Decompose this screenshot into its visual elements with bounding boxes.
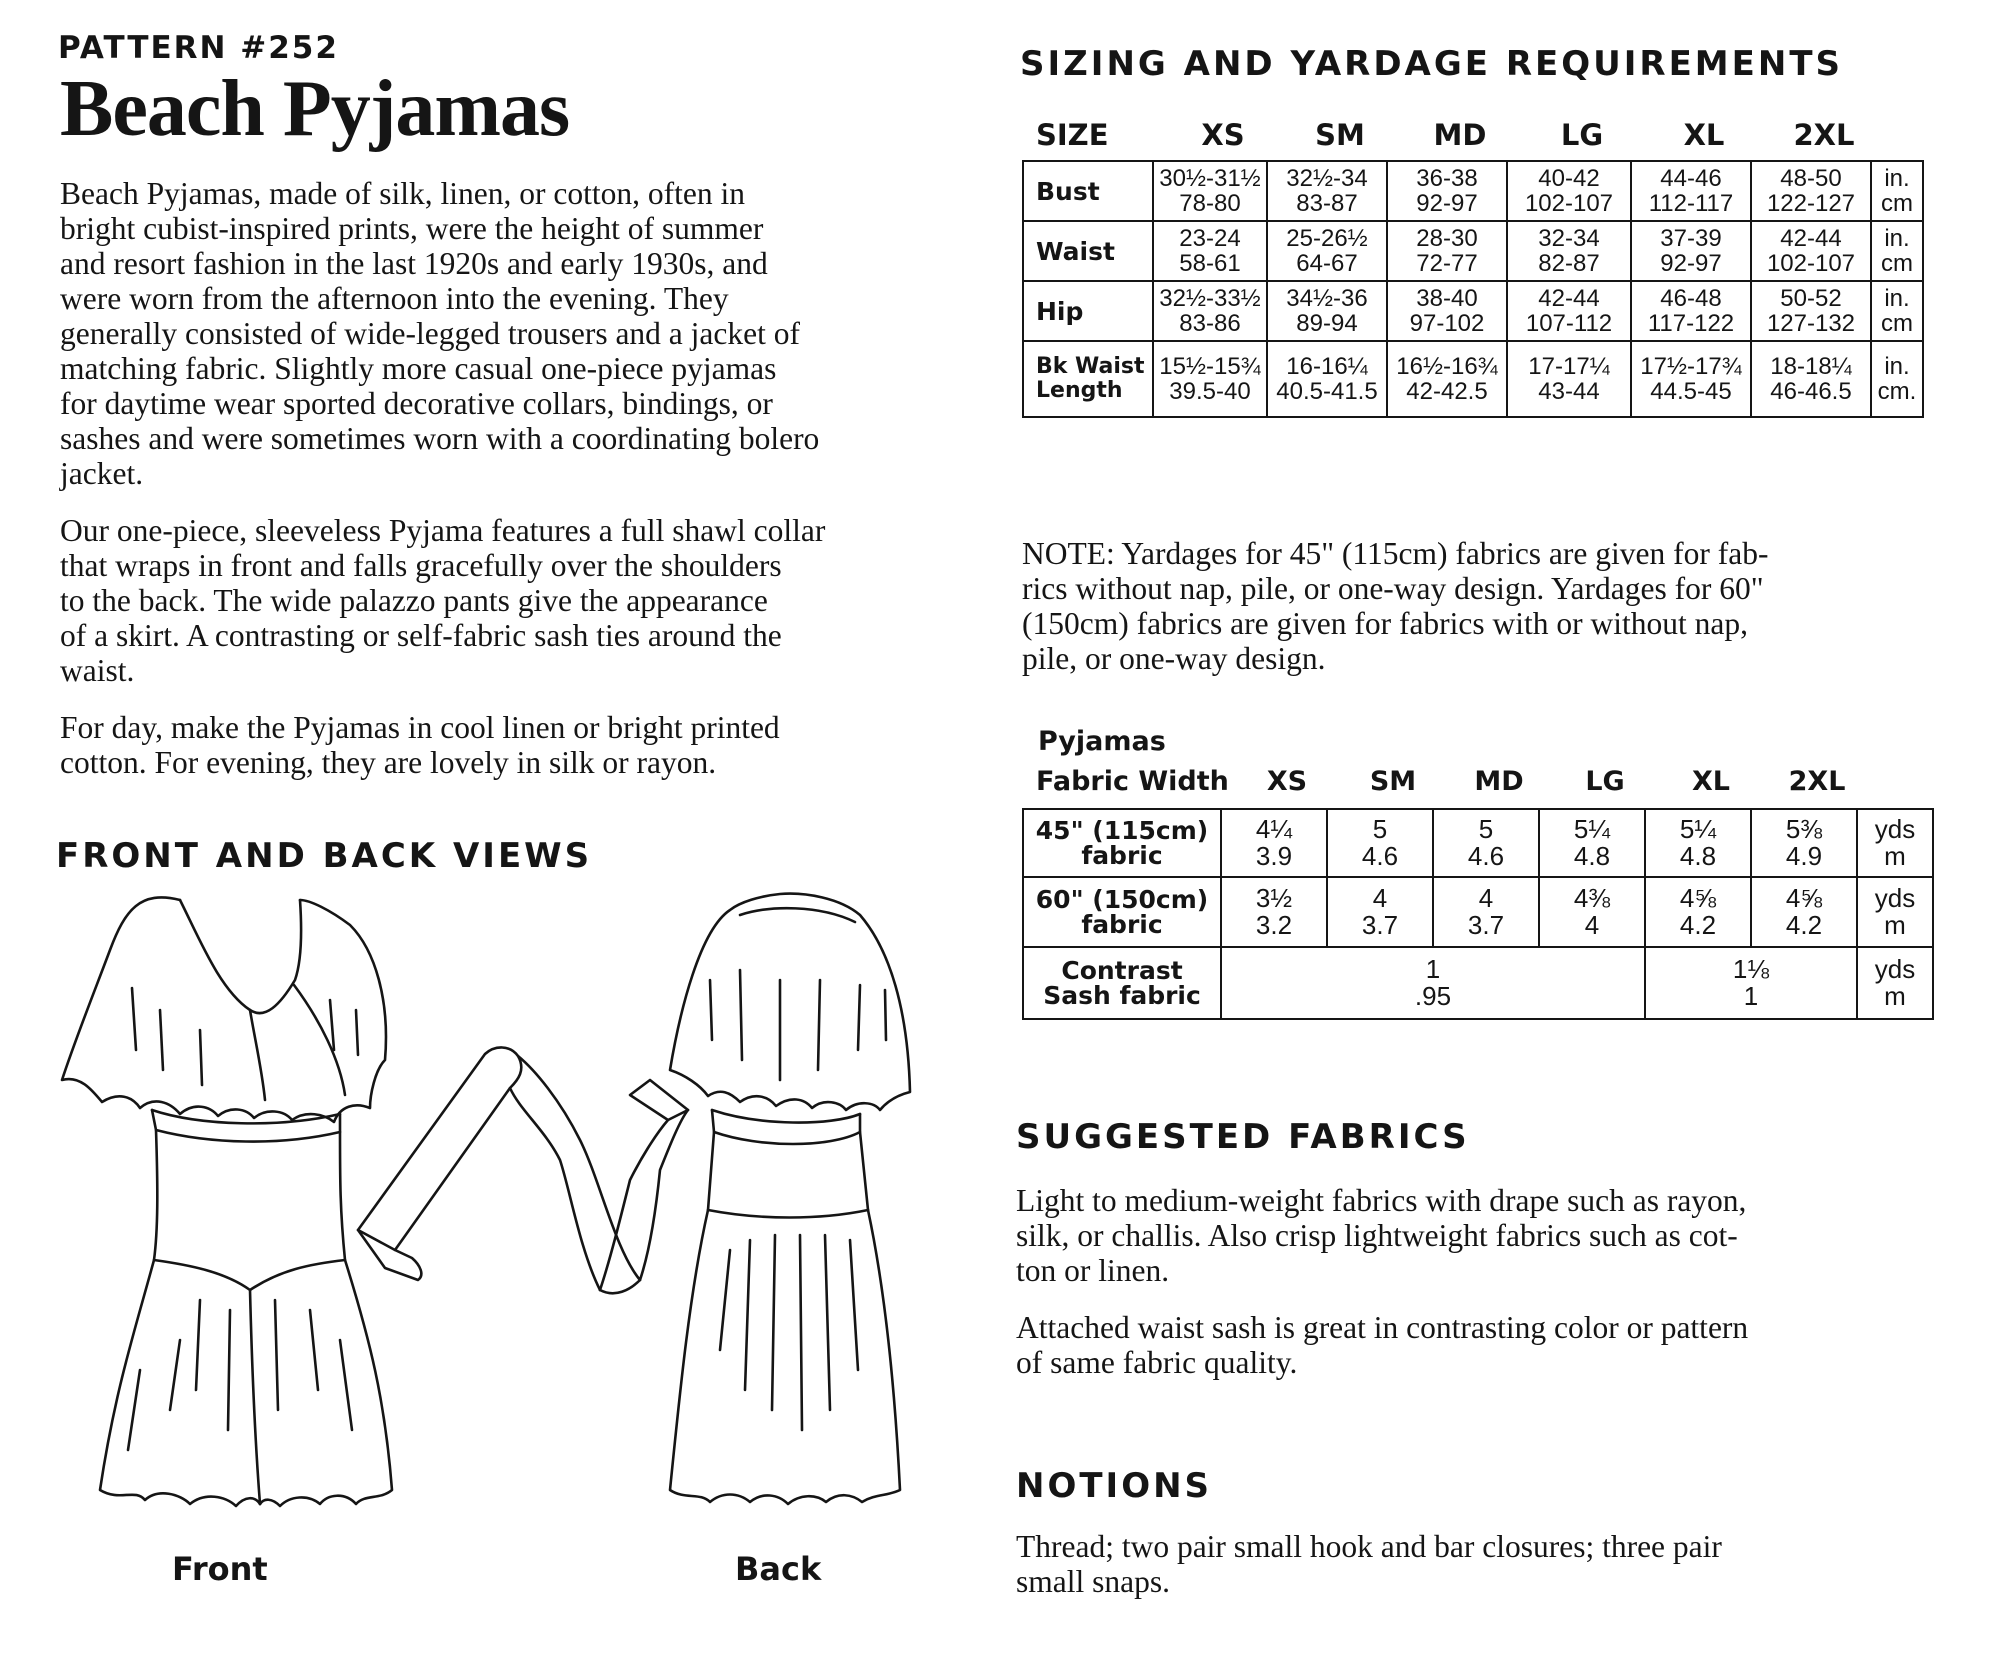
table-row bbox=[1023, 877, 1933, 947]
yardage-section-label: Pyjamas bbox=[1038, 726, 1166, 757]
table-cell: 5 4.6 bbox=[1327, 809, 1433, 877]
table-cell: 5¼ 4.8 bbox=[1645, 809, 1751, 877]
table-cell: 18-18¼ 46-46.5 bbox=[1751, 341, 1871, 417]
row-label: Bust bbox=[1023, 161, 1153, 221]
size-header-xs: XS bbox=[1201, 118, 1245, 152]
yardage-header-lg: LG bbox=[1585, 766, 1625, 797]
table-cell: 46-48 117-122 bbox=[1631, 281, 1751, 341]
fabrics-text bbox=[1016, 1183, 1936, 1402]
yardage-header-xl: XL bbox=[1691, 766, 1731, 797]
fabrics-paragraph-2: Attached waist sash is great in contrasting color or pattern of same fabric quality. bbox=[1016, 1310, 1749, 1380]
row-label: 60" (150cm) fabric bbox=[1023, 877, 1221, 947]
yardage-header-2xl: 2XL bbox=[1788, 766, 1846, 797]
table-cell: 16-16¼ 40.5-41.5 bbox=[1267, 341, 1387, 417]
unit-cell: in. cm bbox=[1871, 281, 1923, 341]
fabrics-paragraph-1: Light to medium-weight fabrics with drape such as rayon, silk, or challis. Also crisp lightweight fabrics such as cot- ton or linen. bbox=[1016, 1183, 1747, 1288]
unit-cell: yds m bbox=[1857, 809, 1933, 877]
table-cell: 3½ 3.2 bbox=[1221, 877, 1327, 947]
size-header-md: MD bbox=[1433, 118, 1487, 152]
yardage-column-headers bbox=[1022, 766, 1870, 797]
table-row bbox=[1023, 809, 1933, 877]
table-cell: 4⅝ 4.2 bbox=[1751, 877, 1857, 947]
yardage-header-sm: SM bbox=[1369, 766, 1417, 797]
unit-cell: yds m bbox=[1857, 877, 1933, 947]
yardage-header-md: MD bbox=[1474, 766, 1524, 797]
size-column-headers bbox=[1022, 118, 1884, 152]
table-cell: 32½-33½ 83-86 bbox=[1153, 281, 1267, 341]
front-view-figure bbox=[62, 897, 392, 1506]
table-cell: 28-30 72-77 bbox=[1387, 221, 1507, 281]
row-label: 45" (115cm) fabric bbox=[1023, 809, 1221, 877]
table-cell: 1 .95 bbox=[1221, 947, 1645, 1019]
page-title: Beach Pyjamas bbox=[60, 65, 570, 153]
table-cell: 4 3.7 bbox=[1433, 877, 1539, 947]
yardage-header-label: Fabric Width bbox=[1036, 766, 1229, 797]
table-cell: 4⅝ 4.2 bbox=[1645, 877, 1751, 947]
row-label: Hip bbox=[1023, 281, 1153, 341]
yardage-table bbox=[1022, 808, 1934, 1020]
table-cell: 23-24 58-61 bbox=[1153, 221, 1267, 281]
views-heading: FRONT AND BACK VIEWS bbox=[56, 836, 593, 876]
table-cell: 32-34 82-87 bbox=[1507, 221, 1631, 281]
pattern-number: PATTERN #252 bbox=[58, 30, 339, 66]
intro-paragraph-3: For day, make the Pyjamas in cool linen or bright printed cotton. For evening, they are lovely in silk or rayon. bbox=[60, 710, 780, 780]
table-row bbox=[1023, 947, 1933, 1019]
table-cell: 44-46 112-117 bbox=[1631, 161, 1751, 221]
table-cell: 38-40 97-102 bbox=[1387, 281, 1507, 341]
table-cell: 34½-36 89-94 bbox=[1267, 281, 1387, 341]
table-row bbox=[1023, 341, 1923, 417]
row-label: Waist bbox=[1023, 221, 1153, 281]
notions-heading: NOTIONS bbox=[1016, 1466, 1213, 1506]
table-cell: 5⅜ 4.9 bbox=[1751, 809, 1857, 877]
table-cell: 42-44 107-112 bbox=[1507, 281, 1631, 341]
size-header-label: SIZE bbox=[1036, 118, 1109, 152]
unit-cell: in. cm bbox=[1871, 221, 1923, 281]
table-row bbox=[1023, 221, 1923, 281]
table-cell: 4¼ 3.9 bbox=[1221, 809, 1327, 877]
unit-cell: in. cm. bbox=[1871, 341, 1923, 417]
table-cell: 5¼ 4.8 bbox=[1539, 809, 1645, 877]
sash-figure bbox=[358, 1047, 688, 1293]
back-caption: Back bbox=[735, 1550, 822, 1588]
garment-illustration bbox=[40, 870, 920, 1550]
table-cell: 40-42 102-107 bbox=[1507, 161, 1631, 221]
size-header-sm: SM bbox=[1315, 118, 1365, 152]
sizing-heading: SIZING AND YARDAGE REQUIREMENTS bbox=[1020, 44, 1844, 84]
yardage-note: NOTE: Yardages for 45" (115cm) fabrics are given for fab- rics without nap, pile, or one-way design. Yardages for 60" (150cm) fabrics are given for fabrics with or without nap, pile, or one-way design. bbox=[1022, 536, 1769, 676]
size-header-xl: XL bbox=[1683, 118, 1725, 152]
unit-cell: in. cm bbox=[1871, 161, 1923, 221]
yardage-header-xs: XS bbox=[1266, 766, 1308, 797]
table-row bbox=[1023, 161, 1923, 221]
table-cell: 42-44 102-107 bbox=[1751, 221, 1871, 281]
table-cell: 36-38 92-97 bbox=[1387, 161, 1507, 221]
table-cell: 48-50 122-127 bbox=[1751, 161, 1871, 221]
intro-text bbox=[60, 176, 960, 802]
table-cell: 16½-16¾ 42-42.5 bbox=[1387, 341, 1507, 417]
notions-text: Thread; two pair small hook and bar closures; three pair small snaps. bbox=[1016, 1529, 1722, 1599]
table-cell: 32½-34 83-87 bbox=[1267, 161, 1387, 221]
table-cell: 4⅜ 4 bbox=[1539, 877, 1645, 947]
row-label: Bk Waist Length bbox=[1023, 341, 1153, 417]
table-cell: 25-26½ 64-67 bbox=[1267, 221, 1387, 281]
intro-paragraph-1: Beach Pyjamas, made of silk, linen, or cotton, often in bright cubist-inspired prints, were the height of summer and resort fashion in the last 1920s and early 1930s, and were worn from the afternoon into the evening. They generally consisted of wide-legged trousers and a jacket of matching fabric. Slightly more casual one-piece pyjamas for daytime wear sported decorative collars, bindings, or sashes and were sometimes worn with a coordinating bolero jacket. bbox=[60, 176, 820, 491]
table-cell: 5 4.6 bbox=[1433, 809, 1539, 877]
size-header-lg: LG bbox=[1560, 118, 1604, 152]
intro-paragraph-2: Our one-piece, sleeveless Pyjama features a full shawl collar that wraps in front and falls gracefully over the shoulders to the back. The wide palazzo pants give the appearance of a skirt. A contrasting or self-fabric sash ties around the waist. bbox=[60, 513, 826, 688]
fabrics-heading: SUGGESTED FABRICS bbox=[1016, 1117, 1470, 1157]
row-label: Contrast Sash fabric bbox=[1023, 947, 1221, 1019]
unit-cell: yds m bbox=[1857, 947, 1933, 1019]
table-cell: 1⅛ 1 bbox=[1645, 947, 1857, 1019]
table-cell: 17½-17¾ 44.5-45 bbox=[1631, 341, 1751, 417]
back-view-figure bbox=[670, 894, 910, 1504]
table-cell: 50-52 127-132 bbox=[1751, 281, 1871, 341]
table-cell: 15½-15¾ 39.5-40 bbox=[1153, 341, 1267, 417]
sizing-table bbox=[1022, 160, 1924, 418]
table-cell: 30½-31½ 78-80 bbox=[1153, 161, 1267, 221]
table-cell: 37-39 92-97 bbox=[1631, 221, 1751, 281]
table-cell: 17-17¼ 43-44 bbox=[1507, 341, 1631, 417]
front-caption: Front bbox=[172, 1550, 268, 1588]
size-header-2xl: 2XL bbox=[1793, 118, 1855, 152]
table-row bbox=[1023, 281, 1923, 341]
table-cell: 4 3.7 bbox=[1327, 877, 1433, 947]
